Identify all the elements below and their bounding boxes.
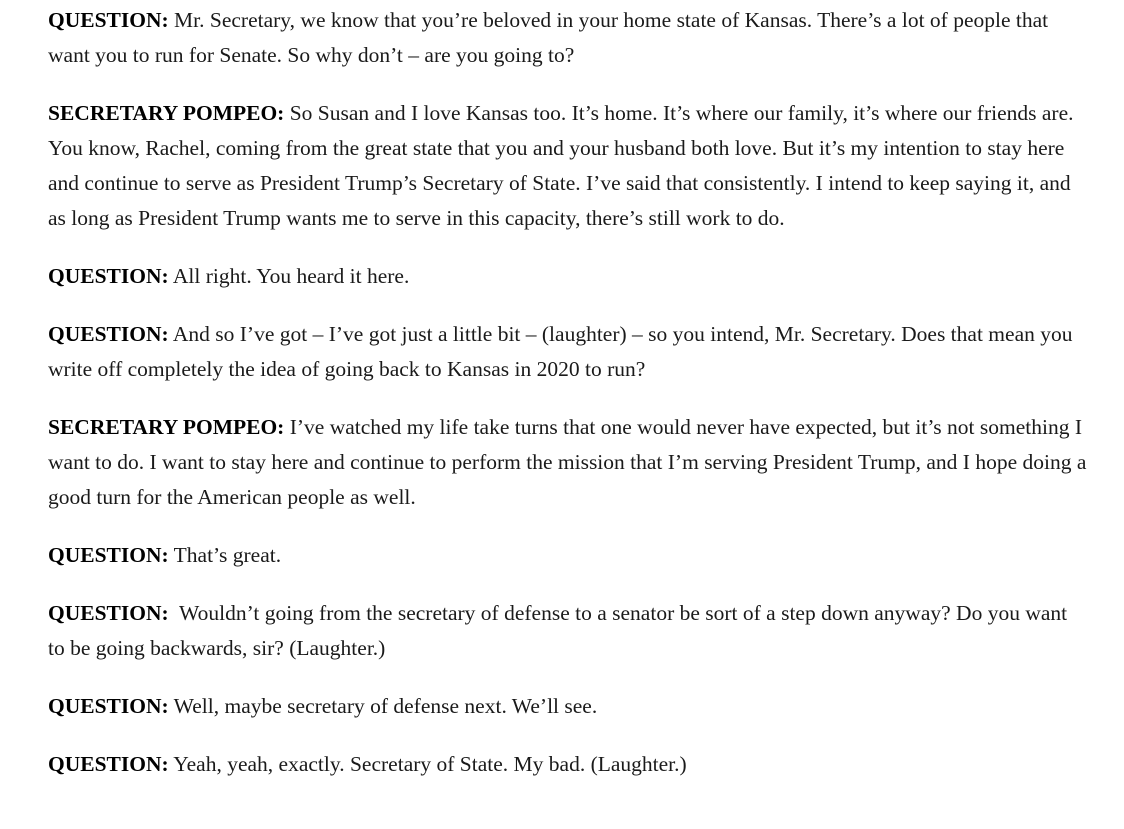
speaker-label: QUESTION: — [48, 322, 169, 346]
paragraph-text: So Susan and I love Kansas too. It’s home. It’s where our family, it’s where our friends are. You know, Rachel, coming from the great state that you and your husband both love. But it’s my intention to stay here and continue to serve as President Trump’s Secretary of State. I’ve said that consistently. I intend to keep saying it, and as long as President Trump wants me to serve in this capacity, there’s still work to do. — [48, 101, 1079, 230]
speaker-label: QUESTION: — [48, 752, 169, 776]
speaker-label: QUESTION: — [48, 264, 169, 288]
paragraph-text: That’s great. — [168, 543, 282, 567]
paragraph-text: Well, maybe secretary of defense next. We’ll see. — [168, 694, 598, 718]
transcript-paragraph — [48, 410, 1092, 515]
transcript-paragraph — [48, 538, 1088, 573]
transcript-paragraph — [48, 259, 1088, 294]
speaker-label: SECRETARY POMPEO: — [48, 101, 285, 125]
speaker-label: QUESTION: — [48, 694, 169, 718]
paragraph-text: Mr. Secretary, we know that you’re beloved in your home state of Kansas. There’s a lot of people that want you to run for Senate. So why don’t – are you going to? — [48, 8, 1054, 67]
speaker-label: QUESTION: — [48, 543, 169, 567]
transcript-paragraph — [48, 3, 1088, 73]
speaker-label: SECRETARY POMPEO: — [48, 415, 285, 439]
speaker-label: QUESTION: — [48, 8, 169, 32]
transcript-paragraph — [48, 317, 1088, 387]
paragraph-text: And so I’ve got – I’ve got just a little bit – (laughter) – so you intend, Mr. Secretary. Does that mean you write off completely the idea of going back to Kansas in 2020 to run? — [48, 322, 1078, 381]
transcript-paragraph — [48, 96, 1088, 236]
paragraph-text: Wouldn’t going from the secretary of defense to a senator be sort of a step down anyway? Do you want to be going backwards, sir? (Laughter.) — [48, 601, 1073, 660]
transcript-paragraph — [48, 596, 1088, 666]
speaker-label: QUESTION: — [48, 601, 169, 625]
paragraph-text: All right. You heard it here. — [168, 264, 410, 288]
transcript-paragraph — [48, 689, 1088, 724]
paragraph-text: I’ve watched my life take turns that one would never have expected, but it’s not something I want to do. I want to stay here and continue to perform the mission that I’m serving President Trump, and I hope doing a good turn for the American people as well. — [48, 415, 1092, 509]
paragraph-text: Yeah, yeah, exactly. Secretary of State. My bad. (Laughter.) — [168, 752, 687, 776]
transcript — [48, 0, 1092, 805]
transcript-paragraph — [48, 747, 1088, 782]
